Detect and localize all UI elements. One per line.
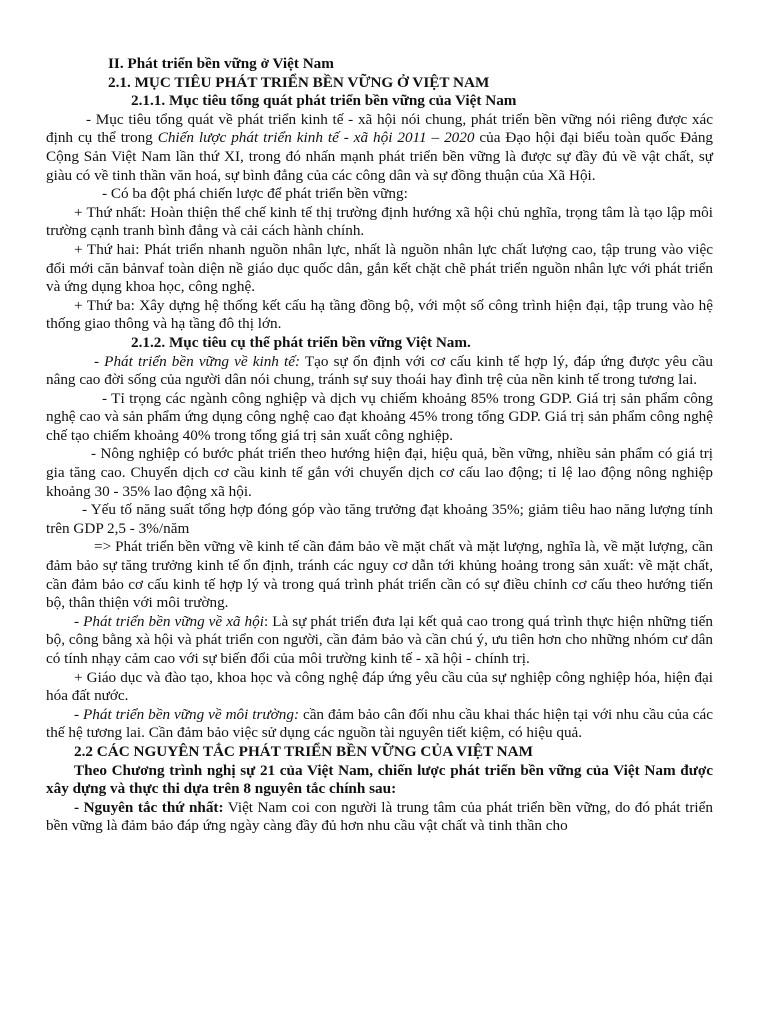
text-run: của Đạo hội đại biểu toàn quốc Đảng Cộng Sản Việt Nam lần thứ XI, trong đó nhấn mạnh phát triển bền vững là được sự đầy đủ về vật chất, sự giàu có về tinh thần văn hoá, sự bình đẳng của các công dân và sự đồng thuận của Xã Hội. xyxy=(46,129,714,184)
paragraph-principle-one xyxy=(46,799,713,836)
environment-label: - Phát triển bền vững về môi trường: xyxy=(74,705,300,723)
text-run: Tạo sự ổn định với cơ cấu kinh tế hợp lý, đáp ứng được yêu cầu nâng cao đời sống của người dân nói chung, tránh sự suy thoái hay đình trệ của nền kinh tế trong tương lai. xyxy=(46,352,713,389)
paragraph-breakthroughs-intro: - Có ba đột phá chiến lược để phát triển bền vững: xyxy=(102,185,408,203)
paragraph-third: + Thứ ba: Xây dựng hệ thống kết cấu hạ tầng đồng bộ, với một số công trình hiện đại, tập trung vào hệ thống giao thông và hạ tầng đô thị lớn. xyxy=(46,296,713,333)
strategy-title: Chiến lược phát triển kinh tế - xã hội 2011 – 2020 xyxy=(157,129,475,147)
paragraph-education: + Giáo dục và đào tạo, khoa học và công nghệ đáp ứng yêu cầu của sự nghiệp công nghiệp hóa, hiện đại hóa đất nước. xyxy=(46,668,713,705)
economic-label: - Phát triển bền vững về kinh tế: xyxy=(94,352,301,370)
paragraph-agriculture: - Nông nghiệp có bước phát triển theo hướng hiện đại, hiệu quả, bền vững, nhiều sản phẩm có giá trị gia tăng cao. Chuyển dịch cơ cầu kinh tế gắn với chuyển dịch cơ cấu lao động; tỉ lệ lao động nông nghiệp khoảng 30 - 35% lao động xã hội. xyxy=(46,445,713,500)
paragraph-environment xyxy=(46,706,713,743)
paragraph-economic-conclusion: => Phát triển bền vững về kinh tế cần đảm bảo về mặt chất và mặt lượng, nghĩa là, về mặt lượng, cần đảm bảo sự tăng trưởng kinh tế ổn định, tránh các nguy cơ dẫn tới khủng hoảng trong sản xuất: về mặt chất, cần đảm bảo cơ cấu kinh tế hợp lý và trong quá trình phát triển cần có sự điều chỉnh cơ cấu theo hướng tiến bộ, thân thiện với môi trường. xyxy=(46,538,713,612)
section-heading: II. Phát triển bền vững ở Việt Nam xyxy=(108,55,334,72)
paragraph-social xyxy=(46,613,713,669)
paragraph-productivity: - Yếu tố năng suất tổng hợp đóng góp vào tăng trưởng đạt khoảng 35%; giảm tiêu hao năng lượng tính trên GDP 2,5 - 3%/năm xyxy=(46,501,713,537)
paragraph-industry-share: - Tỉ trọng các ngành công nghiệp và dịch vụ chiếm khoảng 85% trong GDP. Giá trị sản phẩm công nghệ cao và sản phẩm ứng dụng công nghệ cao đạt khoảng 45% trong tổng GDP. Giá trị sản phẩm công nghệ chế tạo chiếm khoảng 40% trong tổng giá trị sản xuất công nghiệp. xyxy=(46,389,713,444)
paragraph-first: + Thứ nhất: Hoàn thiện thể chế kinh tế thị trường định hướng xã hội chủ nghĩa, trọng tâm là tạo lập môi trường cạnh tranh bình đẳng và cải cách hành chính. xyxy=(46,203,713,240)
principle-one-label: - Nguyên tắc thứ nhất: xyxy=(74,798,224,816)
text-run: - Mục tiêu tổng quát về phát triển kinh tế - xã hội nói chung, phát triển bền vững nói riêng được xác định cụ thể trong xyxy=(46,110,713,147)
heading-2-1-1: 2.1.1. Mục tiêu tổng quát phát triển bền vững của Việt Nam xyxy=(131,92,517,110)
text-run: : Là sự phát triển đưa lại kết quả cao trong quá trình thực hiện những tiến bộ, công bằng xà hội và phát triển con người, cần đảm bảo và cần chú ý, ưu tiên hơn cho những nhóm cư dân có tính nhạy cảm cao với sự biến đổi của môi trường kinh tế - xã hội - chính trị. xyxy=(46,612,713,667)
heading-2-1: 2.1. MỤC TIÊU PHÁT TRIỂN BỀN VỮNG Ở VIỆT NAM xyxy=(108,73,490,91)
social-label: - Phát triển bền vững về xã hội xyxy=(74,612,264,630)
heading-2-2: 2.2 CÁC NGUYÊN TẮC PHÁT TRIỂN BỀN VỮNG CỦA VIỆT NAM xyxy=(74,742,533,760)
paragraph-general-goal xyxy=(46,111,713,185)
text-run: Việt Nam coi con người là trung tâm của phát triển bền vững, do đó phát triển bền vững là đảm bảo đáp ứng ngày càng đầy đủ hơn nhu cầu vật chất và tinh thần cho xyxy=(46,798,713,835)
paragraph-second: + Thứ hai: Phát triển nhanh nguồn nhân lực, nhất là nguồn nhân lực chất lượng cao, tập trung vào việc đổi mới căn bảnvaf toàn diện nề giáo dục quốc dân, gắn kết chặt chẽ phát triển nguồn nhân lực với phát triển và ứng dụng khoa học, công nghệ. xyxy=(46,240,713,296)
paragraph-economic xyxy=(46,353,713,390)
paragraph-agenda-21: Theo Chương trình nghị sự 21 của Việt Nam, chiến lược phát triển bền vững của Việt Nam được xây dựng và thực thi dựa trên 8 nguyên tắc chính sau: xyxy=(46,761,713,798)
text-run: cần đảm bảo cân đối nhu cầu khai thác hiện tại với nhu cầu của các thế hệ tương lai. Cần đảm bảo việc sử dụng các nguồn tài nguyên tiết kiệm, có hiệu quả. xyxy=(46,705,714,742)
heading-2-1-2: 2.1.2. Mục tiêu cụ thể phát triển bền vững Việt Nam. xyxy=(131,333,471,351)
